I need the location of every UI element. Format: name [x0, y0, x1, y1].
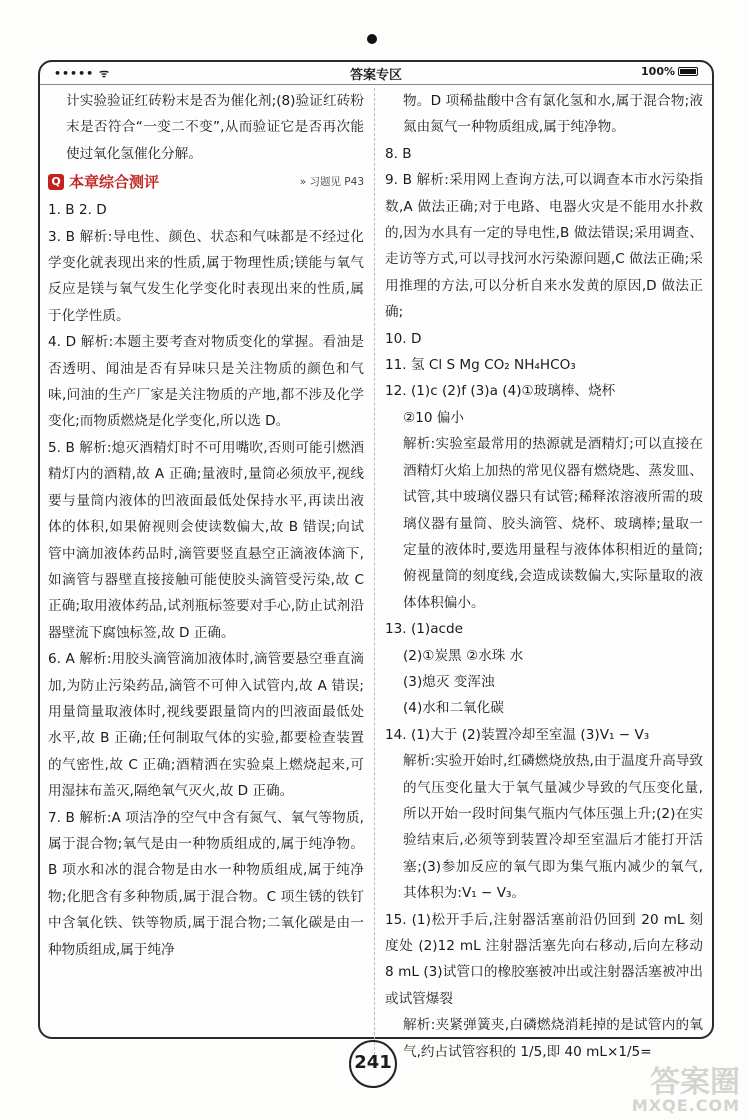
answer-5: 5. B 解析:熄灭酒精灯时不可用嘴吹,否则可能引燃酒精灯内的酒精,故 A 正确;量液时,量筒必须放平,视线要与量筒内液体的凹液面最低处保持水平,再读出液体的体积,如果俯视则会使读数偏大,故 B 错误;向试管中滴加液体药品时,滴管要竖直悬空正滴液体滴下,如滴管与器壁直接接触可能使胶头滴管受污染,故 C 正确;取用液体药品,试剂瓶标签要对手心,防止试剂沿器壁流下腐蚀标签,故 D 正确。: [48, 439, 364, 641]
answer-8: 8. B: [385, 145, 412, 162]
answer-13-line4: (4)水和二氧化碳: [403, 700, 504, 717]
battery-indicator: [641, 65, 698, 78]
right-column: [385, 88, 703, 1065]
section-ref: » 习题见 P43: [299, 176, 364, 189]
search-icon: Q: [48, 174, 64, 190]
answer-10: 10. D: [385, 330, 422, 347]
answer-13-line3: (3)熄灭 变浑浊: [403, 673, 495, 690]
battery-icon: [678, 67, 698, 76]
answer-11: 11. 氢 Cl S Mg CO₂ NH₄HCO₃: [385, 357, 576, 374]
answer-14-analysis: 解析:实验开始时,红磷燃烧放热,由于温度升高导致的气压变化量大于氧气量减少导致的气压变化量,所以开始一段时间集气瓶内气体压强上升;(2)在实验结束后,必须等到装置冷却至室温后才能打开活塞;(3)参加反应的氧气即为集气瓶内减少的氧气,其体积为:V₁ − V₃。: [403, 753, 703, 902]
watermark: [631, 1065, 740, 1115]
watermark-line2: MXQE.COM: [631, 1096, 740, 1115]
answer-12-line1: 12. (1)c (2)f (3)a (4)①玻璃棒、烧杯: [385, 383, 616, 400]
answer-15-analysis: 解析:夹紧弹簧夹,白磷燃烧消耗掉的是试管内的氧气,约占试管容积的 1/5,即 40 mL×1/5=: [403, 1017, 703, 1060]
answer-7-continued: 物。D 项稀盐酸中含有氯化氢和水,属于混合物;液氮由氮气一种物质组成,属于纯净物。: [403, 93, 703, 136]
intro-paragraph: 计实验验证红砖粉末是否为催化剂;(8)验证红砖粉末是否符合“一变二不变”,从而验证它是否再次能使过氧化氢催化分解。: [66, 93, 364, 162]
signal-indicator: ••••• ᯤ: [54, 67, 111, 80]
answer-13-line1: 13. (1)acde: [385, 621, 463, 638]
answer-1-2: 1. B 2. D: [48, 202, 107, 219]
answer-15: 15. (1)松开手后,注射器活塞前沿仍回到 20 mL 刻度处 (2)12 mL 注射器活塞先向右移动,后向左移动 8 mL (3)试管口的橡胶塞被冲出或注射器活塞被冲出或试管爆裂: [385, 911, 703, 1007]
answer-12-line2: ②10 偏小: [403, 409, 464, 426]
status-bar: [40, 62, 712, 85]
answer-12-analysis: 解析:实验室最常用的热源就是酒精灯;可以直接在酒精灯火焰上加热的常见仪器有燃烧匙、蒸发皿、试管,其中玻璃仪器只有试管;稀释浓溶液所需的玻璃仪器有量筒、胶头滴管、烧杯、玻璃棒;量取一定量的液体时,要选用量程与液体体积相近的量筒;俯视量筒的刻度线,会造成读数偏大,实际量取的液体体积偏小。: [403, 436, 703, 611]
camera-dot: [367, 34, 377, 44]
watermark-line1: 答案圈: [650, 1065, 740, 1100]
page-number: 241: [349, 1040, 397, 1088]
answer-9: 9. B 解析:采用网上查询方法,可以调查本市水污染指数,A 做法正确;对于电路、电器火灾是不能用水扑救的,因为水具有一定的导电性,B 做法错误;采用调查、走访等方式,可以寻找河水污染源问题,C 做法正确;采用推理的方法,可以分析自来水发黄的原因,D 做法正确;: [385, 172, 703, 321]
answer-14-line1: 14. (1)大于 (2)装置冷却至室温 (3)V₁ − V₃: [385, 726, 650, 743]
battery-percent: 100%: [641, 65, 675, 78]
section-header: [48, 169, 364, 195]
answer-4: 4. D 解析:本题主要考查对物质变化的掌握。看油是否透明、闻油是否有异味只是关注物质的颜色和气味,问油的生产厂家是关注物质的产地,都不涉及化学变化;而物质燃烧是化学变化,所以选 D。: [48, 334, 364, 430]
left-column: [48, 88, 364, 963]
status-title: 答案专区: [349, 68, 402, 83]
answer-6: 6. A 解析:用胶头滴管滴加液体时,滴管要悬空垂直滴加,为防止污染药品,滴管不可伸入试管内,故 A 错误;用量筒量取液体时,视线要跟量筒内的凹液面最低处水平,故 B 正确;任何制取气体的实验,都要检查装置的气密性,故 C 正确;酒精洒在实验桌上燃烧起来,可用湿抹布盖灭,隔绝氧气灭火,故 D 正确。: [48, 651, 364, 800]
answer-13-line2: (2)①炭黑 ②水珠 水: [403, 647, 524, 664]
section-title: 本章综合测评: [69, 173, 160, 192]
phone-frame: [38, 60, 714, 1060]
answer-3: 3. B 解析:导电性、颜色、状态和气味都是不经过化学变化就表现出来的性质,属于物理性质;镁能与氧气反应是镁与氧气发生化学变化时表现出来的性质,属于化学性质。: [48, 228, 364, 324]
answer-7: 7. B 解析:A 项洁净的空气中含有氮气、氧气等物质,属于混合物;氧气是由一种物质组成的,属于纯净物。B 项水和冰的混合物是由水一种物质组成,属于纯净物;化肥含有多种物质,属于混合物。C 项生锈的铁钉中含氧化铁、铁等物质,属于混合物;二氧化碳是由一种物质组成,属于纯净: [48, 809, 364, 958]
